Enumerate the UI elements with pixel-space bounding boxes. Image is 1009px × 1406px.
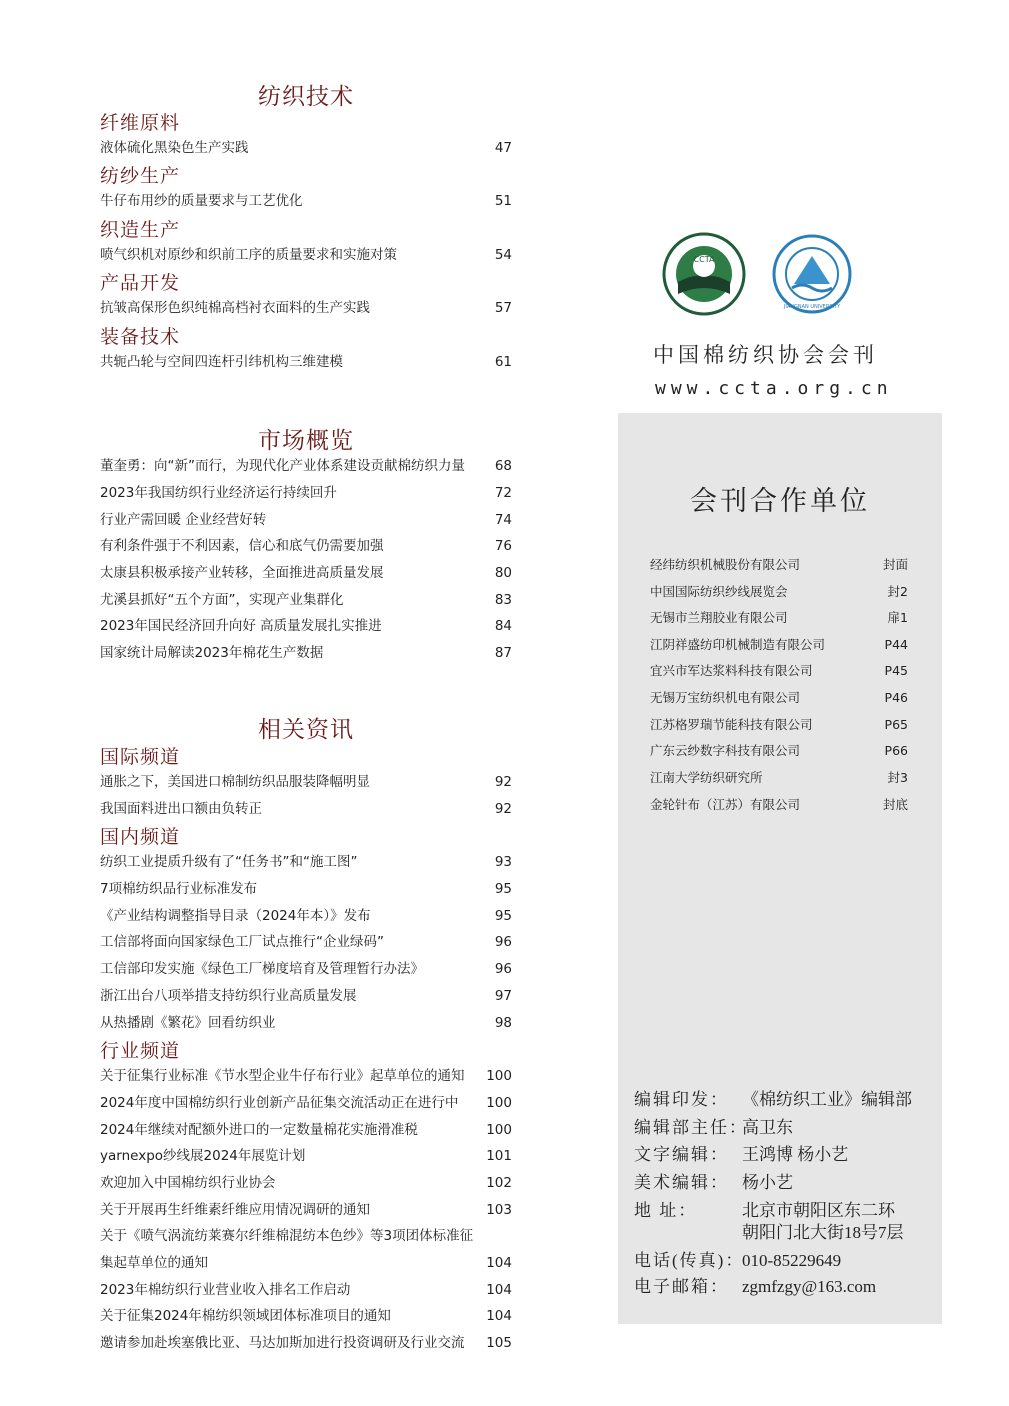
toc-entry-title: 太康县积极承接产业转移，全面推进高质量发展 [100,565,384,581]
info-label: 编辑印发： [634,1090,729,1109]
partner-row [650,715,908,735]
subsection-title: 纺纱生产 [100,165,181,187]
toc-entry[interactable] [100,510,512,530]
toc-entry[interactable] [100,1146,512,1166]
partner-name: 无锡万宝纺织机电有限公司 [650,690,801,705]
svg-text:JIANGNAN UNIVERSITY: JIANGNAN UNIVERSITY [783,304,841,310]
info-label: 编辑部主任： [634,1118,748,1137]
info-label: 文字编辑： [634,1145,729,1164]
toc-entry-title: 2024年继续对配额外进口的一定数量棉花实施滑准税 [100,1122,418,1138]
toc-entry-page: 97 [494,988,512,1004]
info-value: 杨小艺 [742,1173,793,1192]
info-label: 电话(传真)： [634,1251,745,1270]
partner-name: 广东云纱数字科技有限公司 [650,743,801,758]
info-row [634,1088,912,1112]
partner-page: 封2 [887,584,908,599]
toc-entry-title: 喷气织机对原纱和织前工序的质量要求和实施对策 [100,247,397,263]
toc-entry-page: 100 [486,1095,512,1111]
toc-entry-title: 国家统计局解读2023年棉花生产数据 [100,645,324,661]
toc-entry[interactable] [100,1013,512,1033]
toc-entry-page: 72 [494,485,512,501]
toc-entry-title: 液体硫化黑染色生产实践 [100,140,249,156]
toc-entry-title: 7项棉纺织品行业标准发布 [100,881,258,897]
info-row [634,1199,895,1223]
toc-entry-page: 96 [494,934,512,950]
toc-entry-page: 57 [494,300,512,316]
partner-row [650,608,908,628]
partner-row [650,582,908,602]
toc-entry-title: 关于征集行业标准《节水型企业牛仔布行业》起草单位的通知 [100,1068,465,1084]
toc-entry[interactable] [100,1200,512,1220]
partner-row [650,635,908,655]
toc-entry-page: 92 [494,774,512,790]
toc-entry[interactable] [100,456,512,476]
toc-entry-title: 2024年度中国棉纺织行业创新产品征集交流活动正在进行中 [100,1095,459,1111]
partner-page: P65 [884,717,908,732]
toc-entry-page: 95 [494,881,512,897]
toc-entry[interactable] [100,906,512,926]
toc-entry-page: 80 [494,565,512,581]
toc-entry-title: 纺织工业提质升级有了“任务书”和“施工图” [100,854,358,870]
toc-entry-page: 87 [494,645,512,661]
partner-page: P66 [884,743,908,758]
toc-entry-title: 浙江出台八项举措支持纺织行业高质量发展 [100,988,357,1004]
toc-entry-page: 61 [494,354,512,370]
toc-entry[interactable] [100,772,512,792]
info-value: 《棉纺织工业》编辑部 [742,1090,912,1109]
toc-entry-page: 102 [486,1175,512,1191]
partners-panel [618,413,942,1324]
toc-entry-page: 104 [486,1308,512,1324]
svg-text:CCTA: CCTA [693,255,715,264]
journal-name: 中国棉纺织协会会刊 [653,343,878,367]
toc-entry[interactable] [100,483,512,503]
info-value: 北京市朝阳区东二环 [742,1201,895,1220]
toc-entry[interactable] [100,1120,512,1140]
toc-entry[interactable] [100,616,512,636]
info-row [634,1221,904,1245]
subsection-title: 装备技术 [100,326,181,348]
toc-entry-page: 100 [486,1122,512,1138]
toc-entry[interactable] [100,1333,512,1353]
partner-row [650,768,908,788]
partner-page: 封面 [882,557,908,572]
toc-entry[interactable] [100,932,512,952]
toc-entry-page: 92 [494,801,512,817]
toc-entry-page: 103 [486,1202,512,1218]
toc-entry-title: 工信部印发实施《绿色工厂梯度培育及管理暂行办法》 [100,961,424,977]
partner-row [650,555,908,575]
toc-entry-title: 工信部将面向国家绿色工厂试点推行“企业绿码” [100,934,384,950]
toc-entry-title: 从热播剧《繁花》回看纺织业 [100,1015,276,1031]
jiangnan-university-logo-icon [772,234,852,314]
toc-entry[interactable] [100,245,512,265]
toc-entry-title: 尤溪县抓好“五个方面”，实现产业集群化 [100,592,344,608]
partner-page: 封3 [887,770,908,785]
toc-entry-page: 100 [486,1068,512,1084]
subsection-title: 国内频道 [100,826,181,848]
section-title: 市场概览 [258,428,354,454]
toc-entry[interactable] [100,852,512,872]
toc-entry-title: 2023年国民经济回升向好 高质量发展扎实推进 [100,618,382,634]
toc-entry-page: 54 [494,247,512,263]
partner-name: 江南大学纺织研究所 [650,770,763,785]
partner-name: 江阴祥盛纺印机械制造有限公司 [650,637,826,652]
subsection-title: 行业频道 [100,1040,181,1062]
info-value: 王鸿博 杨小艺 [742,1145,849,1164]
partner-name: 经纬纺织机械股份有限公司 [650,557,801,572]
toc-entry-page: 83 [494,592,512,608]
partner-row [650,741,908,761]
info-value: 朝阳门北大街18号7层 [742,1223,904,1242]
ccta-logo-icon [662,232,746,316]
toc-entry-page: 51 [494,193,512,209]
info-row [634,1171,793,1195]
toc-entry-title: 欢迎加入中国棉纺织行业协会 [100,1175,276,1191]
toc-entry-page: 68 [494,458,512,474]
subsection-title: 产品开发 [100,272,181,294]
toc-entry-page: 84 [494,618,512,634]
toc-entry-title: 行业产需回暖 企业经营好转 [100,512,267,528]
toc-entry-title: 邀请参加赴埃塞俄比亚、马达加斯加进行投资调研及行业交流 [100,1335,465,1351]
toc-entry-title: 2023年棉纺织行业营业收入排名工作启动 [100,1282,351,1298]
toc-entry-page: 104 [486,1255,512,1271]
toc-entry-title: yarnexpo纱线展2024年展览计划 [100,1148,306,1164]
toc-entry-title: 共轭凸轮与空间四连杆引纬机构三维建模 [100,354,343,370]
toc-entry[interactable] [100,1253,512,1273]
toc-entry[interactable] [100,352,512,372]
toc-entry[interactable] [100,191,512,211]
toc-entry-page: 76 [494,538,512,554]
toc-entry[interactable] [100,1173,512,1193]
toc-entry[interactable] [100,536,512,556]
toc-entry-page: 74 [494,512,512,528]
info-label: 美术编辑： [634,1173,729,1192]
toc-entry-page: 95 [494,908,512,924]
partner-row [650,661,908,681]
toc-entry-page: 104 [486,1282,512,1298]
toc-entry-page: 98 [494,1015,512,1031]
logos [662,232,852,322]
partner-name: 中国国际纺织纱线展览会 [650,584,788,599]
toc-entry[interactable] [100,799,512,819]
toc-entry[interactable] [100,959,512,979]
toc-entry-title: 我国面料进出口额由负转正 [100,801,262,817]
toc-entry[interactable] [100,1226,512,1246]
info-label: 电子邮箱： [634,1277,729,1296]
info-value: zgmfzgy@163.com [742,1277,877,1296]
journal-url[interactable]: www.ccta.org.cn [655,378,893,399]
toc-entry-title: 董奎勇：向“新”而行，为现代化产业体系建设贡献棉纺织力量 [100,458,465,474]
toc-entry[interactable] [100,138,512,158]
partner-page: P45 [884,663,908,678]
partners-title: 会刊合作单位 [690,486,870,517]
toc-entry[interactable] [100,590,512,610]
toc-entry-page: 93 [494,854,512,870]
info-label: 地 址： [634,1201,698,1220]
info-value: 高卫东 [742,1118,793,1137]
toc-entry[interactable] [100,1066,512,1086]
partner-page: P44 [884,637,908,652]
partner-name: 无锡市兰翔胶业有限公司 [650,610,788,625]
toc-entry-title: 通胀之下，美国进口棉制纺织品服装降幅明显 [100,774,370,790]
toc-entry[interactable] [100,879,512,899]
partner-page: 封底 [882,797,908,812]
info-row [634,1249,841,1273]
subsection-title: 纤维原料 [100,112,181,134]
partner-name: 宜兴市军达浆料科技有限公司 [650,663,813,678]
section-title: 纺织技术 [258,84,354,110]
toc-entry-title: 抗皱高保形色织纯棉高档衬衣面料的生产实践 [100,300,370,316]
toc-entry[interactable] [100,643,512,663]
info-row [634,1116,793,1140]
partner-row [650,688,908,708]
toc-entry[interactable] [100,1280,512,1300]
toc-entry-title: 牛仔布用纱的质量要求与工艺优化 [100,193,303,209]
toc-entry-title: 2023年我国纺织行业经济运行持续回升 [100,485,337,501]
info-row [634,1275,876,1299]
partner-page: P46 [884,690,908,705]
toc-entry[interactable] [100,1306,512,1326]
toc-entry-title: 关于开展再生纤维素纤维应用情况调研的通知 [100,1202,370,1218]
toc-entry-title: 《产业结构调整指导目录（2024年本）》发布 [100,908,371,924]
toc-entry[interactable] [100,986,512,1006]
partner-name: 金轮针布（江苏）有限公司 [650,797,801,812]
partner-page: 扉1 [887,610,908,625]
subsection-title: 国际频道 [100,746,181,768]
toc-entry[interactable] [100,563,512,583]
subsection-title: 织造生产 [100,219,181,241]
toc-entry-title: 有利条件强于不利因素，信心和底气仍需要加强 [100,538,384,554]
toc-entry-page: 101 [486,1148,512,1164]
toc-entry-title: 集起草单位的通知 [100,1255,208,1271]
info-value: 010-85229649 [742,1251,842,1270]
toc-entry-page: 47 [494,140,512,156]
toc-entry[interactable] [100,1093,512,1113]
toc-entry-page: 105 [486,1335,512,1351]
section-title: 相关资讯 [258,717,354,743]
toc-entry-title: 关于《喷气涡流纺莱赛尔纤维棉混纺本色纱》等3项团体标准征 [100,1228,474,1244]
partner-row [650,795,908,815]
toc-entry-page: 96 [494,961,512,977]
toc-entry[interactable] [100,298,512,318]
toc-entry-title: 关于征集2024年棉纺织领域团体标准项目的通知 [100,1308,391,1324]
info-row [634,1143,848,1167]
partner-name: 江苏格罗瑞节能科技有限公司 [650,717,813,732]
